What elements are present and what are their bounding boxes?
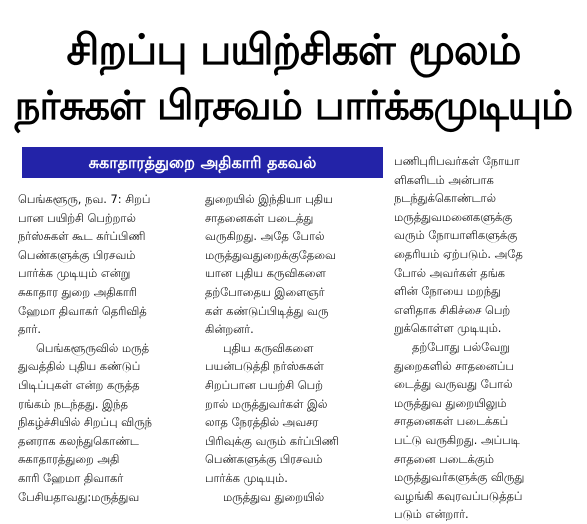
article-line: பெங்களூருவில் மருத் <box>36 340 149 355</box>
article-line: கள் கண்டுப்பிடித்து வரு <box>205 303 329 318</box>
article-line: துவத்தில் புதிய கண்டுப் <box>18 359 141 374</box>
article-line: துறைகளில் சாதனைப்ப <box>394 358 514 373</box>
article-line: மருத்துவ துறையிலும் <box>394 395 507 410</box>
article-line: தற்போது பல்வேறு <box>412 339 510 354</box>
headline-line-1: சிறப்பு பயிற்சிகள் மூலம் <box>66 25 521 74</box>
article-line: பணிபுரிபவர்கள் நோயா <box>394 154 520 168</box>
article-line: பார்க்க முடியும் என்று <box>18 266 131 281</box>
article-line: பெண்களுக்கு பிரசவம் <box>205 452 323 467</box>
article-line: ரங்கம் நடந்தது. இந்த <box>18 396 128 411</box>
article-line: பெண்களுக்கு பிரசவம் <box>18 247 136 262</box>
article-line: றால் மருத்துவர்கள் இல் <box>205 396 328 411</box>
article-line: பேசியதாவது:மருத்துவ <box>18 489 140 504</box>
article-column-3 <box>394 152 580 524</box>
article-line: ஹேமா திவாகர் தெரிவித் <box>18 303 147 318</box>
article-line: காரி ஹேமா திவாகர் <box>18 470 124 485</box>
article-line: துறையில் இந்தியா புதிய <box>205 192 333 206</box>
article-line: படும் என்றார். <box>394 507 469 522</box>
article-line: ளிகளிடம் அன்பாக <box>394 172 494 187</box>
article-line: வருகிறது. அதே போல் <box>205 229 325 244</box>
article-line: தனராக கலந்துகொண்ட <box>18 433 139 448</box>
article-line: நர்ஸ்சுகள் கூட கர்ப்பிணி <box>18 229 146 244</box>
subheading-banner: சுகாதாரத்துறை அதிகாரி தகவல் <box>22 147 383 178</box>
article-line: கின்றனர். <box>205 322 254 337</box>
article-line: எளிதாக சிகிச்சை பெற் <box>394 302 511 317</box>
article-line: நிகழ்ச்சியில் சிறப்பு விருந் <box>18 415 152 430</box>
article-line: பான பயிற்சி பெற்றால் <box>18 210 136 225</box>
article-line: தற்போதைய இளைஞர் <box>205 284 325 299</box>
article-column-1 <box>18 190 206 506</box>
article-line: டைத்து வருவது போல் <box>394 377 513 392</box>
article-line: வழங்கி கவுரவப்படுத்தப் <box>394 488 523 503</box>
article-line: வரும் நோயாளிகளுக்கு <box>394 228 518 243</box>
article-line: தார். <box>18 322 41 337</box>
article-line: பிடிப்புகள் என்ற கருத்த <box>18 377 140 392</box>
article-line: மருத்துவர்களுக்கு விருது <box>394 470 525 485</box>
article-line: மருத்துவ துறையில் <box>223 489 325 504</box>
article-line: சாதனைகள் படைக்கப் <box>394 414 509 429</box>
article-line: பார்க்க முடியும். <box>205 470 288 485</box>
article-line: ளின் நோயை மறந்து <box>394 284 501 299</box>
article-line: சிறப்பான பயற்சி பெற் <box>205 377 323 392</box>
article-line: சுகாதார துறை அதிகாரி <box>18 284 138 299</box>
article-line: மருத்துவமனைகளுக்கு <box>394 209 513 224</box>
article-line: யான புதிய கருவிகளை <box>205 266 326 281</box>
article-line: றுக்கொள்ள முடியும். <box>394 321 502 336</box>
headline-line-2: நர்சுகள் பிரசவம் பார்க்கமுடியும் <box>14 83 573 129</box>
article-line: சாதனைகள் படைத்து <box>205 210 314 225</box>
article-line: புதிய கருவிகளை <box>223 340 314 355</box>
article-column-2 <box>205 190 390 506</box>
article-line: பயன்படுத்தி நர்ஸ்சுகள் <box>205 359 324 374</box>
article-line: சாதனை படைக்கும் <box>394 451 494 466</box>
article-line: லாத நேரத்தில் அவசர <box>205 415 319 430</box>
article-line: போல் அவர்கள் தங்க <box>394 265 505 280</box>
article-line: நடந்துக்கொண்டால் <box>394 191 496 206</box>
article-line: பிரிவுக்கு வரும் கர்ப்பிணி <box>205 433 339 448</box>
article-line: மருத்துவதுறைக்குதேவை <box>205 247 336 262</box>
article-line: தைரியம் ஏற்படும். அதே <box>394 246 523 261</box>
article-line: பெங்களூரு, நவ. 7: சிறப் <box>18 192 151 206</box>
article-line: பட்டு வருகிறது. அப்படி <box>394 432 520 447</box>
article-line: சுகாதாரத்துறை அதி <box>18 452 120 467</box>
